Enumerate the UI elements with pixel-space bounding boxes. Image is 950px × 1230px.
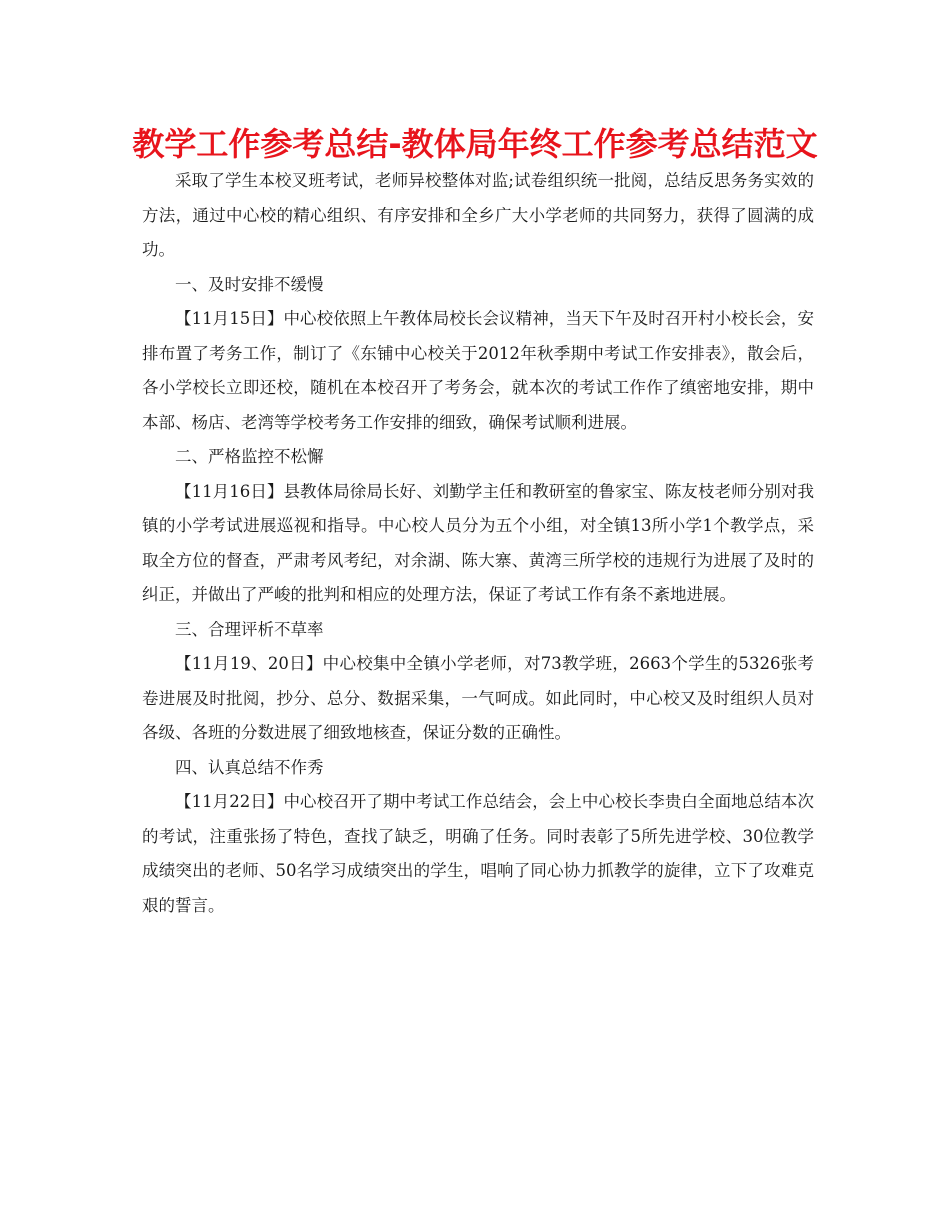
section-heading-2: 二、严格监控不松懈: [175, 447, 324, 466]
paragraph-section-1: 【11月15日】中心校依照上午教体局校长会议精神，当天下午及时召开村小校长会，安排布置了考务工作，制订了《东铺中心校关于2012年秋季期中考试工作安排表》，散会后，各小学校长立即还校，随机在本校召开了考务会，就本次的考试工作作了缜密地安排，期中本部、杨店、老湾等学校考务工作安排的细致，确保考试顺利进展。: [142, 309, 814, 432]
paragraph-section-3: 【11月19、20日】中心校集中全镇小学老师，对73教学班，2663个学生的5326张考卷进展及时批阅，抄分、总分、数据采集，一气呵成。如此同时，中心校又及时组织人员对各级、各班的分数进展了细致地核查，保证分数的正确性。: [142, 654, 814, 742]
document-body: [142, 164, 814, 923]
section-heading-1: 一、及时安排不缓慢: [175, 274, 324, 294]
paragraph-intro: 采取了学生本校叉班考试，老师异校整体对监;试卷组织统一批阅，总结反思务务实效的方法，通过中心校的精心组织、有序安排和全乡广大小学老师的共同努力，获得了圆满的成功。: [142, 171, 814, 259]
section-heading-4: 四、认真总结不作秀: [175, 757, 324, 777]
paragraph-section-4: 【11月22日】中心校召开了期中考试工作总结会，会上中心校长李贵白全面地总结本次的考试，注重张扬了特色，查找了缺乏，明确了任务。同时表彰了5所先进学校、30位教学成绩突出的老师、50名学习成绩突出的学生，唱响了同心协力抓教学的旋律，立下了攻难克艰的誓言。: [142, 792, 814, 915]
document-title: 教学工作参考总结-教体局年终工作参考总结范文: [132, 125, 818, 163]
paragraph-section-2: 【11月16日】县教体局徐局长好、刘勤学主任和教研室的鲁家宝、陈友枝老师分别对我镇的小学考试进展巡视和指导。中心校人员分为五个小组，对全镇13所小学1个教学点，采取全方位的督查，严肃考风考纪，对余湖、陈大寨、黄湾三所学校的违规行为进展了及时的纠正，并做出了严峻的批判和相应的处理方法，保证了考试工作有条不紊地进展。: [142, 481, 814, 604]
section-heading-3: 三、合理评析不草率: [175, 619, 324, 639]
